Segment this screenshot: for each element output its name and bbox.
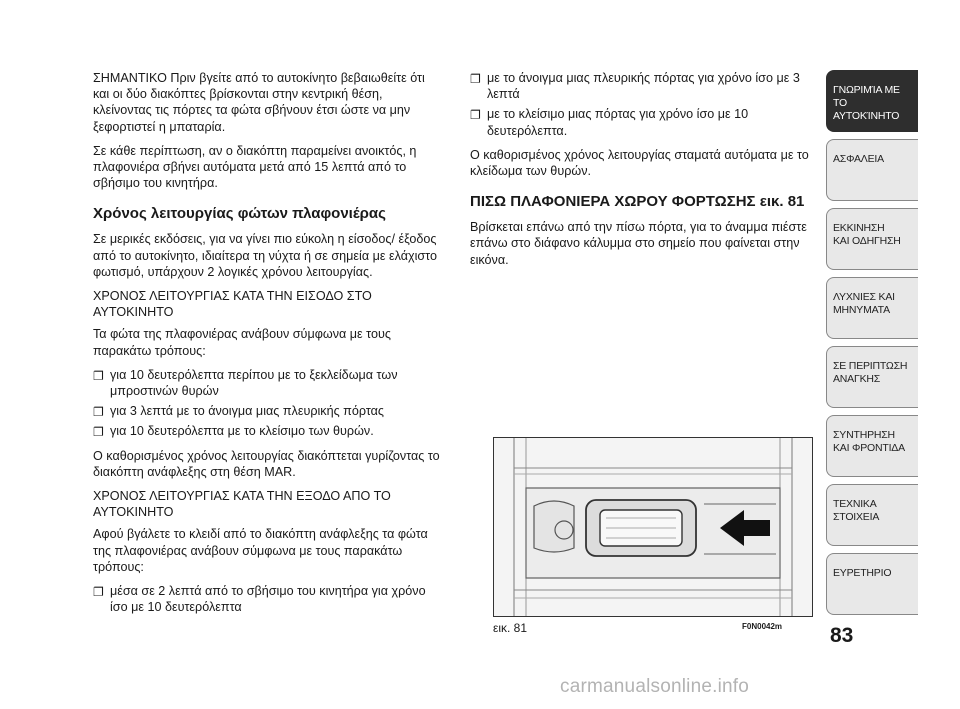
list-item: ❐ για 10 δευτερόλεπτα περίπου με το ξεκλείδωμα των μπροστινών θυρών xyxy=(93,367,398,399)
figure-caption: εικ. 81 xyxy=(493,621,528,635)
checkbox-bullet-icon: ❐ xyxy=(93,405,104,420)
tab-chapter-3[interactable]: ΕΚΚΙΝΗΣΗ ΚΑΙ ΟΔΗΓΗΣΗ xyxy=(826,208,918,270)
list-item: ❐ για 3 λεπτά με το άνοιγμα μιας πλευρικής πόρτας xyxy=(93,404,384,420)
chapter-tabs xyxy=(826,70,918,622)
tab-chapter-8[interactable]: ΕΥΡΕΤΗΡΙΟ xyxy=(826,553,918,615)
checkbox-bullet-icon: ❐ xyxy=(93,585,104,600)
right-column xyxy=(470,70,818,276)
tab-chapter-2[interactable]: ΑΣΦΑΛΕΙΑ xyxy=(826,139,918,201)
figure-rear-cargo-light xyxy=(493,437,813,617)
checkbox-bullet-icon: ❐ xyxy=(93,368,104,383)
figure-code: F0N0042m xyxy=(742,622,783,631)
auto-off-note: Σε κάθε περίπτωση, αν ο διακόπτη παραμείνει ανοικτός, η πλαφονιέρα σβήνει αυτόματα μετά από 15 λεπτά από το σβήσιμο του κινητήρα. xyxy=(93,143,417,191)
entry-intro: Τα φώτα της πλαφονιέρας ανάβουν σύμφωνα με τους παρακάτω τρόπους: xyxy=(93,327,391,358)
section-heading-rear-light: ΠΙΣΩ ΠΛΑΦΟΝΙΕΡΑ ΧΩΡΟΥ ΦΟΡΤΩΣΗΣ εικ. 81 xyxy=(470,193,805,211)
tab-chapter-1[interactable]: ΓΝΩΡΙΜΊΑ ΜΕ ΤΟ ΑΥΤΟΚΊΝΗΤΟ xyxy=(826,70,918,132)
rear-light-description: Βρίσκεται επάνω από την πίσω πόρτα, για το άναμμα πιέστε επάνω στο διάφανο κάλυμμα στο σημείο που φαίνεται στην εικόνα. xyxy=(470,220,807,267)
entry-title: ΧΡΟΝΟΣ ΛΕΙΤΟΥΡΓΙΑΣ ΚΑΤΑ ΤΗΝ ΕΙΣΟΔΟ ΣΤΟ ΑΥΤΟΚΙΝΗΤΟ xyxy=(93,289,372,320)
list-item: ❐ με το άνοιγμα μιας πλευρικής πόρτας για χρόνο ίσο με 3 λεπτά xyxy=(470,71,800,102)
tab-chapter-7[interactable]: ΤΕΧΝΙΚΑ ΣΤΟΙΧΕΙΑ xyxy=(826,484,918,546)
auto-stop-note: Ο καθορισμένος χρόνος λειτουργίας σταματά αυτόματα με το κλείδωμα των θυρών. xyxy=(470,147,809,179)
tab-chapter-5[interactable]: ΣΕ ΠΕΡΙΠΤΩΣΗ ΑΝΑΓΚΗΣ xyxy=(826,346,918,408)
tab-chapter-4[interactable]: ΛΥΧΝΙΕΣ ΚΑΙ ΜΗΝΥΜΑΤΑ xyxy=(826,277,918,339)
section-heading-timing: Χρόνος λειτουργίας φώτων πλαφονιέρας xyxy=(93,205,386,223)
list-item: ❐ με το κλείσιμο μιας πόρτας για χρόνο ίσο με 10 δευτερόλεπτα. xyxy=(470,107,749,138)
mar-note: Ο καθορισμένος χρόνος λειτουργίας διακόπτεται γυρίζοντας το διακόπτη ανάφλεξης στη θέση MAR. xyxy=(93,448,440,479)
list-item: ❐ για 10 δευτερόλεπτα με το κλείσιμο των θυρών. xyxy=(93,424,374,440)
list-item: ❐ μέσα σε 2 λεπτά από το σβήσιμο του κινητήρα για χρόνο ίσο με 10 δευτερόλεπτα xyxy=(93,584,426,615)
checkbox-bullet-icon: ❐ xyxy=(93,425,104,440)
tab-chapter-6[interactable]: ΣΥΝΤΗΡΗΣΗ ΚΑΙ ΦΡΟΝΤΙΔΑ xyxy=(826,415,918,477)
important-note: ΣΗΜΑΝΤΙΚΟ Πριν βγείτε από το αυτοκίνητο βεβαιωθείτε ότι και οι δύο διακόπτες βρίσκονται στην κεντρική θέση, κλείνοντας τις πόρτες τα φώτα σβήνουν έτσι ώστε να μην ξεφορτιστεί η μπαταρία. xyxy=(93,71,425,134)
checkbox-bullet-icon: ❐ xyxy=(470,72,481,86)
exit-title: ΧΡΟΝΟΣ ΛΕΙΤΟΥΡΓΙΑΣ ΚΑΤΑ ΤΗΝ ΕΞΟΔΟ ΑΠΟ ΤΟ ΑΥΤΟΚΙΝΗΤΟ xyxy=(93,489,391,520)
watermark: carmanualsonline.info xyxy=(560,676,750,697)
page-number: 83 xyxy=(830,624,854,647)
exit-intro: Αφού βγάλετε το κλειδί από το διακόπτη ανάφλεξης τα φώτα της πλαφονιέρας ανάβουν σύμφωνα με τους παρακάτω τρόπους: xyxy=(93,527,428,574)
checkbox-bullet-icon: ❐ xyxy=(470,108,481,123)
cargo-light-illustration xyxy=(494,438,812,616)
timing-intro: Σε μερικές εκδόσεις, για να γίνει πιο εύκολη η είσοδος/ έξοδος από το αυτοκίνητο, ιδιαίτερα τη νύχτα ή σε σημεία με ελάχιστο φωτισμό, υπάρχουν 2 λογικές χρόνου λειτουργίας. xyxy=(93,232,437,279)
left-column xyxy=(93,70,443,619)
